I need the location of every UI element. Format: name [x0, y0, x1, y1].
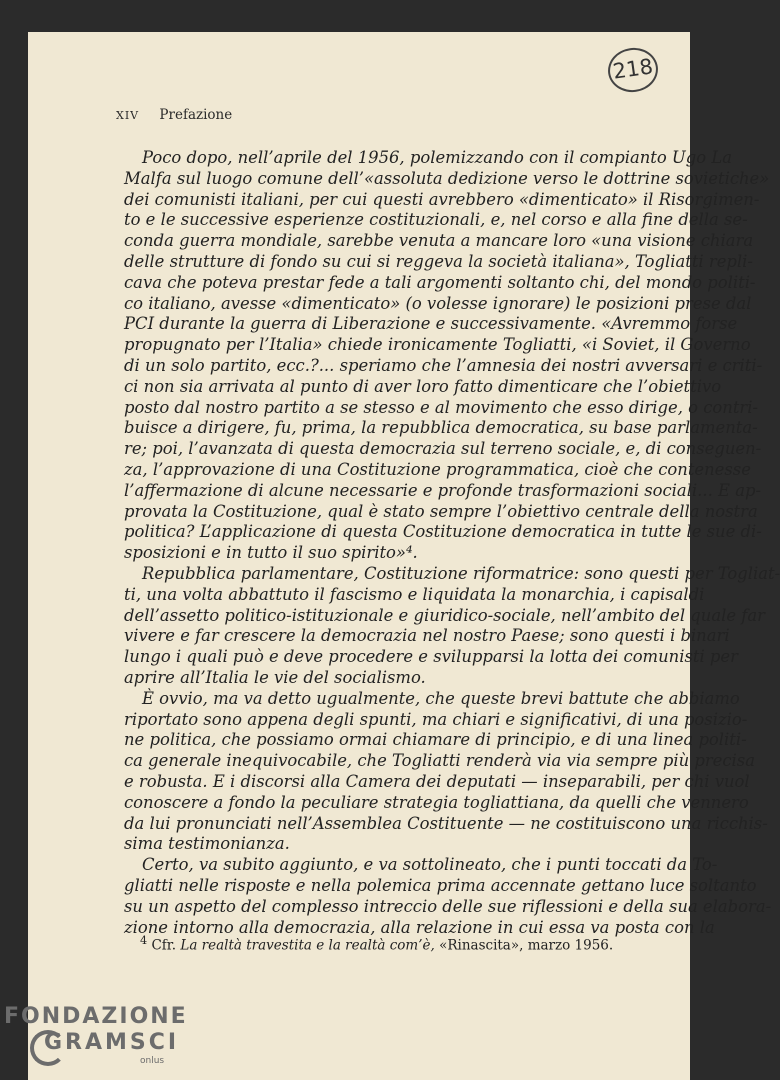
text-line: za, l’approvazione di una Costituzione programmatica, cioè che contenesse — [124, 460, 751, 479]
text-line: propugnato per l’Italia» chiede ironicamente Togliatti, «i Soviet, il Governo — [124, 335, 751, 355]
text-line: buisce a dirigere, fu, prima, la repubblica democratica, su base parlamenta- — [124, 418, 758, 438]
text-line: aprire all’Italia le vie del socialismo. — [124, 668, 426, 687]
text-line: conda guerra mondiale, sarebbe venuta a mancare loro «una visione chiara — [124, 231, 754, 251]
text-line: posto dal nostro partito a se stesso e al movimento che esso dirige, o contri- — [124, 397, 759, 417]
text-line: vivere e far crescere la democrazia nel nostro Paese; sono questi i binari — [124, 626, 730, 646]
roman-page-number: XIV — [116, 109, 140, 122]
watermark-line1: FONDAZIONE — [4, 1004, 188, 1029]
running-header — [116, 107, 232, 123]
text-line: provata la Costituzione, qual è stato sempre l’obiettivo centrale della nostra — [124, 501, 758, 521]
watermark-line2: GRAMSCI — [44, 1030, 180, 1055]
text-line: cava che poteva prestar fede a tali argomenti soltanto chi, del mondo politi- — [124, 272, 756, 292]
text-line: Certo, va subito aggiunto, e va sottolineato, che i punti toccati da To- — [142, 855, 718, 875]
text-line: zione intorno alla democrazia, alla relazione in cui essa va posta con la — [124, 917, 715, 937]
text-line: politica? L’applicazione di questa Costituzione democratica in tutte le sue di- — [124, 522, 762, 542]
footnote-source: «Rinascita», marzo 1956. — [439, 937, 614, 954]
footnote-prefix: Cfr. — [151, 937, 177, 954]
text-line: riportato sono appena degli spunti, ma chiari e significativi, di una posizio- — [124, 709, 748, 729]
header-title: Prefazione — [159, 107, 233, 123]
text-line: Repubblica parlamentare, Costituzione riformatrice: sono questi per Togliat- — [142, 564, 780, 583]
handwritten-page-number: 218 — [605, 45, 661, 96]
text-line: to e le successive esperienze costituzionali, e, nel corso e alla fine della se- — [124, 210, 748, 230]
text-line: lungo i quali può e deve procedere e svilupparsi la lotta dei comunisti per — [124, 647, 738, 667]
text-line: di un solo partito, ecc.?... speriamo che l’amnesia dei nostri avversari e criti- — [124, 356, 763, 375]
text-line: sposizioni e in tutto il suo spirito»⁴. — [124, 543, 418, 563]
text-line: da lui pronunciati nell’Assemblea Costituente — ne costituiscono una ricchis- — [124, 813, 768, 833]
text-line: dell’assetto politico-istituzionale e giuridico-sociale, nell’ambito del quale far — [124, 605, 765, 625]
text-line: delle strutture di fondo su cui si reggeva la società italiana», Togliatti repli- — [124, 252, 753, 271]
text-line: PCI durante la guerra di Liberazione e successivamente. «Avremmo forse — [124, 314, 738, 334]
footnote — [140, 934, 613, 954]
text-line: sima testimonianza. — [124, 834, 290, 854]
text-line: È ovvio, ma va detto ugualmente, che queste brevi battute che abbiamo — [142, 688, 740, 708]
text-line: ca generale inequivocabile, che Togliatti renderà via via sempre più precisa — [124, 751, 755, 771]
footnote-title: La realtà travestita e la realtà com’è, — [180, 937, 435, 954]
text-line: ti, una volta abbattuto il fascismo e liquidata la monarchia, i capisaldi — [124, 584, 705, 604]
text-line: Malfa sul luogo comune dell’«assoluta dedizione verso le dottrine sovietiche» — [124, 168, 770, 188]
watermark-line3: onlus — [140, 1056, 165, 1066]
text-line: ci non sia arrivata al punto di aver loro fatto dimenticare che l’obiettivo — [124, 376, 722, 396]
text-line: gliatti nelle risposte e nella polemica prima accennate gettano luce soltanto — [124, 876, 757, 895]
text-line: dei comunisti italiani, per cui questi avrebbero «dimenticato» il Risorgimen- — [124, 189, 760, 209]
text-line: l’affermazione di alcune necessarie e profonde trasformazioni sociali... E ap- — [124, 480, 761, 500]
text-line: e robusta. E i discorsi alla Camera dei deputati — inseparabili, per chi vuol — [124, 772, 750, 791]
footnote-mark: 4 — [140, 934, 148, 947]
text-line: co italiano, avesse «dimenticato» (o volesse ignorare) le posizioni prese dal — [124, 293, 752, 313]
text-line: re; poi, l’avanzata di questa democrazia sul terreno sociale, e, di conseguen- — [124, 439, 762, 459]
text-line: conoscere a fondo la peculiare strategia togliattiana, da quelli che vennero — [124, 792, 749, 812]
text-line: su un aspetto del complesso intreccio delle sue riflessioni e della sua elabora- — [124, 896, 772, 916]
text-line: ne politica, che possiamo ormai chiamare di principio, e di una linea politi- — [124, 730, 747, 750]
text-line: Poco dopo, nell’aprile del 1956, polemizzando con il compianto Ugo La — [142, 148, 732, 167]
